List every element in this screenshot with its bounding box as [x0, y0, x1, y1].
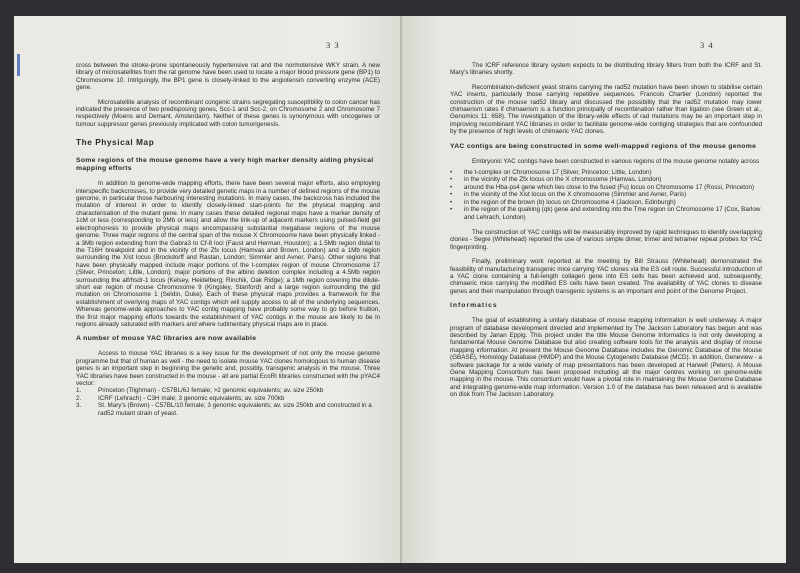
list-item: • around the Hba-ps4 gene which lies close to the fused (Fu) locus on Chromosome 17 (Rossi, Princeton): [450, 183, 755, 191]
list-item: • in the region of the quaking (qk) gene and extending into the Tme region on Chromosome 17 (Cox, Barlow and Lehrach, London): [450, 206, 761, 221]
page-number-left: 3 3: [326, 40, 340, 50]
contig-region-list: [450, 169, 762, 221]
subheading-yac-contigs: YAC contigs are being constructed in some well-mapped regions of the mouse genome: [450, 142, 757, 150]
subheading-informatics: Informatics: [450, 302, 498, 310]
right-page: [402, 16, 786, 563]
list-item: 2. ICRF (Lehrach) - C3H male; 3 genomic equivalents; av. size 700kb: [76, 394, 285, 402]
paragraph: cross between the stroke-prone spontaneously hypertensive rat and the normotensive WKY strain. A new library of microsatellites from the rat genome have been used to locate a major blood pressure gene (BP1) to Chromosome 10. Intriguingly, the BP1 gene is closely-linked to the angiotensin converting enzyme (ACE) gene.: [76, 62, 380, 92]
library-list: [76, 387, 380, 417]
list-item: • in the region of the brown (b) locus on Chromosome 4 (Jackson, Edinburgh): [450, 198, 676, 206]
paragraph: In addition to genome-wide mapping efforts, there have been several major efforts, also employing interspecific backcrosses, to provide very detailed genetic maps in a number of defined regions of the mouse genome, in particular those harbouring interesting mutations. In many cases, the backcross has included the mutation of interest in order to identify closely-linked start-points for the physical mapping and characterisation of the mutant gene. In many cases these detailed regional maps have a marker density of 1cM or less (corresponding to 2Mb or less) and allow the link-up of adjacent markers using pulsed-field gel electrophoresis to provide physical maps encompassing substantial megabase regions of the mouse genome. Three major regions of the central span of the mouse X Chromosome have been physically linked - a 3Mb region extending from the Gabra3 to Cf-8 loci (Faust and Herman, Houston); a 1.5Mb region distal to the T16H breakpoint and in the vicinity of the Zfx locus (Hamvas and Brown, London) and a 1Mb region surrounding the Xist locus (Brockdorff and Rastan, London; Simmler and Avner, Paris). Other regions that have been physically mapped include major portions of the t-complex region of mouse Chromosome 17 (Silver, Princeton; Little, London); major portions of the albino deletion complex including a 4.5Mb region surrounding the alf/hsdr-1 locus (Kelsey, Heidelberg; Rinchik, Oak Ridge); a 1Mb region covering the dilute-short ear region of mouse Chromosome 9 (Kingsley, Stanford) and a large region surrounding the gld mutation on Chromosome 1 (Seldin, Duke). Each of these physical maps provides a framework for the establishment of overlying maps of YAC contigs which will supply access to all of the underlying sequences. Whereas genome-wide approaches to YAC contig mapping have probably some way to go before fruition, the first major mapping efforts towards the establishment of YAC contigs in the mouse are likely to be in regions already saturated with markers and where rudimentary physical maps are in place.: [76, 180, 380, 328]
left-page: [14, 16, 402, 563]
subheading-marker-density: Some regions of the mouse genome have a very high marker density aiding physical mapping efforts: [76, 157, 374, 173]
subheading-yac-libraries: A number of mouse YAC libraries are now available: [76, 335, 257, 343]
list-item: • in the vicinity of the Xist locus on the X chromosome (Simmler and Avner, Paris): [450, 191, 687, 199]
page-number-right: 3 4: [700, 40, 714, 50]
list-item: • the t-complex on Chromosome 17 (Silver, Princeton; Little, London): [450, 169, 652, 177]
paragraph: Embryonic YAC contigs have been constructed in various regions of the mouse genome notably across: [472, 157, 760, 165]
blue-tab-marker: [17, 54, 20, 76]
paragraph: Microsatellite analysis of recombinant congenic strains segregating susceptibility to colon cancer has indicated the presence of two predisposing genes, Scc-1 and Scc-2, on Chromosome 2 and Chromosome 7 respectively (Moens and Demant, Amsterdam). Neither of these genes is synonymous with oncogenes or tumour suppressor genes previously implicated with colon tumorigenesis.: [76, 98, 380, 128]
section-heading-physical-map: The Physical Map: [76, 138, 155, 148]
paragraph: Finally, preliminary work reported at the meeting by Bill Strauss (Whitehead) demonstrated the feasibility of manufacturing transgenic mice carrying YAC clones via the ES cell route. Successful introduction of a YAC clone containing a full-length collagen gene into ES cells has been achieved and, subsequently, chimaeric mice carrying the modified ES cells have been created. The availability of YAC clones to disease genes and their manipulation through transgenic systems is an important end point of the Genome Project.: [450, 258, 762, 295]
paragraph: Recombination-deficient yeast strains carrying the rad52 mutation have been shown to stabilise certain YAC inserts, particularly those carrying repetitive sequences. Francois Chartier (London) reported the construction of the mouse rad52 library and discussed the possibility that the rad52 mutation may lower chimaerism rates if chimaerism is a function principally of recombination rather than ligation (see Green et al., Genomics 11: 658). The investigation of the library-wide effects of rad mutations may be an important step in improving recombinant YAC libraries in order to facilitate genome-wide contiging strategies that are confounded by the presence of high levels of chimaeric YAC clones.: [450, 83, 762, 136]
book-spread: [14, 16, 786, 563]
paragraph: The ICRF reference library system expects to be distributing library filters from both the ICRF and St. Mary's libraries shortly.: [450, 62, 762, 77]
paragraph: Access to mouse YAC libraries is a key issue for the development of not only the mouse genome programme but that of human as well - the need to isolate mouse YAC clones homologous to human disease genes is an important step in beginning the genetic and, possibly, transgenic analysis in the mouse. Three YAC libraries have been constructed in the mouse - all are partial EcoRI libraries constructed with the pYAC4 vector:: [76, 350, 380, 387]
list-item: • in the vicinity of the Zfx locus on the X chromosome (Hamvas, London): [450, 176, 662, 184]
list-item: 1. Princeton (Tilghman) - C57BL/6J female; >2 genomic equivalents; av. size 250kb: [76, 387, 324, 395]
paragraph: The construction of YAC contigs will be measurably improved by rapid techniques to identify overlapping clones - Segre (Whitehead) reported the use of various simple dimer, trimer and tetramer repeat probes for YAC fingerprinting.: [450, 228, 762, 251]
list-item: 3. St. Mary's (Brown) - C57BL/10 female; 3 genomic equivalents; av. size 250kb and constructed in a rad52 mutant strain of yeast.: [76, 402, 372, 417]
paragraph: The goal of establishing a unitary database of mouse mapping information is well underway. A major program of database development directed and implemented by The Jackson Laboratory has begun and was described by Janan Eppig. This project under the title Mouse Genome Informatics is not only developing a fundamental Mouse Genome Database but also creating software tools for the analysis and display of mouse mapping information. At present the Mouse Genome Database includes the Genomic Database of the Mouse (GBASE), Homology Database (HMDP) and the Mouse Cytogenetic Database (MCD). In addition, Geneview - a software package for a wide variety of map presentations has been developed at Harwell (Peters). A Mouse Gene Mapping Consortium has been proposed including all the major centres working on genome-wide mapping in the mouse. This consortium would have a pivotal role in maintaining the Mouse Genome Database and integrating genome-wide map information. Version 1.0 of the database has been released and is available on disk from The Jackson Laboratory.: [450, 317, 762, 399]
